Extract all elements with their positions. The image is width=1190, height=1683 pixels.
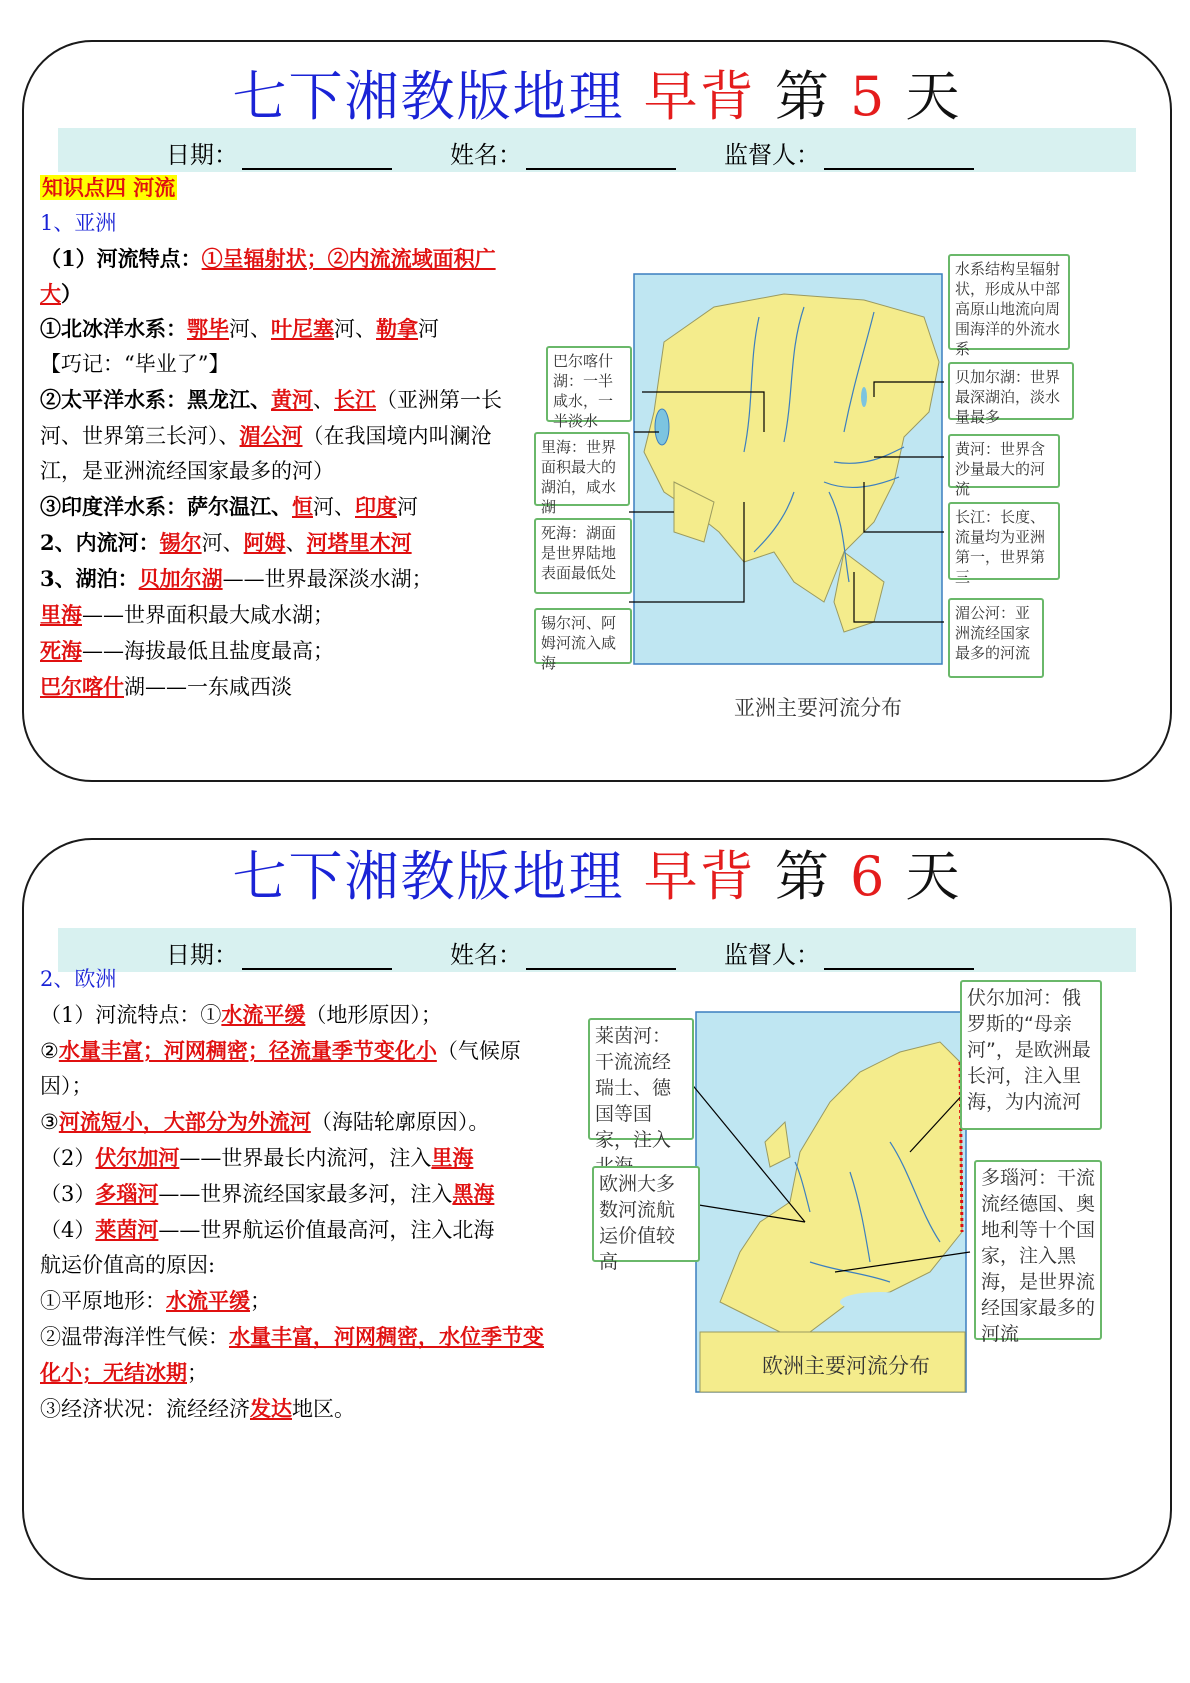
callout-volga: 伏尔加河：俄罗斯的“母亲河”，是欧洲最长河，注入里海，为内流河 xyxy=(960,980,1102,1130)
info-bar xyxy=(58,128,1136,172)
section-heading: 2、欧洲 xyxy=(40,967,117,991)
notes-europe xyxy=(40,962,560,1427)
note-line: ②太平洋水系：黑龙江、黄河、长江（亚洲第一长河、世界第三长河）、湄公河（在我国境内叫澜沧江，是亚洲流经国家最多的河） xyxy=(40,387,502,483)
day5-card xyxy=(22,40,1172,782)
callout-mekong: 湄公河：亚洲流经国家最多的河流 xyxy=(948,598,1044,678)
map-caption: 亚洲主要河流分布 xyxy=(734,696,902,720)
callout-dead-sea: 死海：湖面是世界陆地表面最低处 xyxy=(534,518,632,594)
note-line: （1）河流特点：①呈辐射状；②内流流域面积广大） xyxy=(40,246,496,306)
note-line: 航运价值高的原因: xyxy=(40,1253,216,1277)
supervisor-field[interactable]: 监督人： xyxy=(724,135,974,170)
callout-baikal: 贝加尔湖：世界最深湖泊，淡水量最多 xyxy=(948,362,1074,420)
note-line: ②水量丰富；河网稠密；径流量季节变化小（气候原因）； xyxy=(40,1038,521,1098)
map-caption: 欧洲主要河流分布 xyxy=(762,1354,930,1378)
date-field[interactable]: 日期： xyxy=(166,935,392,970)
notes-asia xyxy=(40,170,520,705)
note-line: 3、湖泊：贝加尔湖——世界最深淡水湖； xyxy=(40,566,433,591)
callout-balkhash: 巴尔喀什湖：一半咸水，一半淡水 xyxy=(546,346,632,422)
note-line: （2）伏尔加河——世界最长内流河，注入里海 xyxy=(40,1145,474,1170)
date-field[interactable]: 日期： xyxy=(166,135,392,170)
note-line: ③印度洋水系：萨尔温江、恒河、印度河 xyxy=(40,494,418,519)
callout-water-system: 水系结构呈辐射状，形成从中部高原山地流向周围海洋的外流水系 xyxy=(948,254,1070,350)
note-line: 【巧记：“毕业了”】 xyxy=(40,352,230,376)
name-field[interactable]: 姓名： xyxy=(450,935,676,970)
europe-river-map xyxy=(590,972,1150,1532)
note-line: （4）莱茵河——世界航运价值最高河，注入北海 xyxy=(40,1217,495,1242)
note-line: ①北冰洋水系：鄂毕河、叶尼塞河、勒拿河 xyxy=(40,316,439,341)
callout-danube: 多瑙河：干流流经德国、奥地利等十个国家，注入黑海，是世界流经国家最多的河流 xyxy=(974,1160,1102,1340)
callout-yellow-river: 黄河：世界含沙量最大的河流 xyxy=(948,434,1060,488)
note-line: 巴尔喀什湖——一东咸西淡 xyxy=(40,674,292,699)
callout-rhine: 莱茵河：干流流经瑞士、德国等国家，注入 xyxy=(588,1018,694,1140)
callout-navigation: 欧洲大多数河流航运价值较高 xyxy=(592,1166,700,1262)
callout-syr-amu: 锡尔河、阿姆河流入咸海 xyxy=(534,608,632,664)
note-line: （3）多瑙河——世界流经国家最多河，注入黑海 xyxy=(40,1181,495,1206)
note-line: ②温带海洋性气候：水量丰富，河网稠密，水位季节变化小；无结冰期； xyxy=(40,1324,544,1385)
day6-card xyxy=(22,838,1172,1580)
asia-river-map xyxy=(541,222,1144,752)
callout-caspian: 里海：世界面积最大的湖泊，咸水湖 xyxy=(534,432,630,506)
note-line: 2、内流河：锡尔河、阿姆、河塔里木河 xyxy=(40,530,412,555)
callout-yangtze: 长江：长度、流量均为亚洲第一，世界第三 xyxy=(948,502,1060,580)
section-heading: 1、亚洲 xyxy=(40,211,117,235)
note-line: （1）河流特点：①水流平缓（地形原因）； xyxy=(40,1002,442,1027)
note-line: ③河流短小，大部分为外流河（海陆轮廓原因）。 xyxy=(40,1109,490,1134)
name-field[interactable]: 姓名： xyxy=(450,135,676,170)
page-title: 七下湘教版地理 早背 第 5 天 xyxy=(232,65,962,128)
note-line: 死海——海拔最低且盐度最高； xyxy=(40,638,334,663)
note-line: ③经济状况：流经经济发达地区。 xyxy=(40,1396,355,1421)
section-tag: 知识点四 河流 xyxy=(42,175,176,200)
page-title: 七下湘教版地理 早背 第 6 天 xyxy=(232,845,962,908)
note-line: ①平原地形：水流平缓； xyxy=(40,1288,271,1313)
note-line: 里海——世界面积最大咸水湖； xyxy=(40,602,334,627)
supervisor-field[interactable]: 监督人： xyxy=(724,935,974,970)
